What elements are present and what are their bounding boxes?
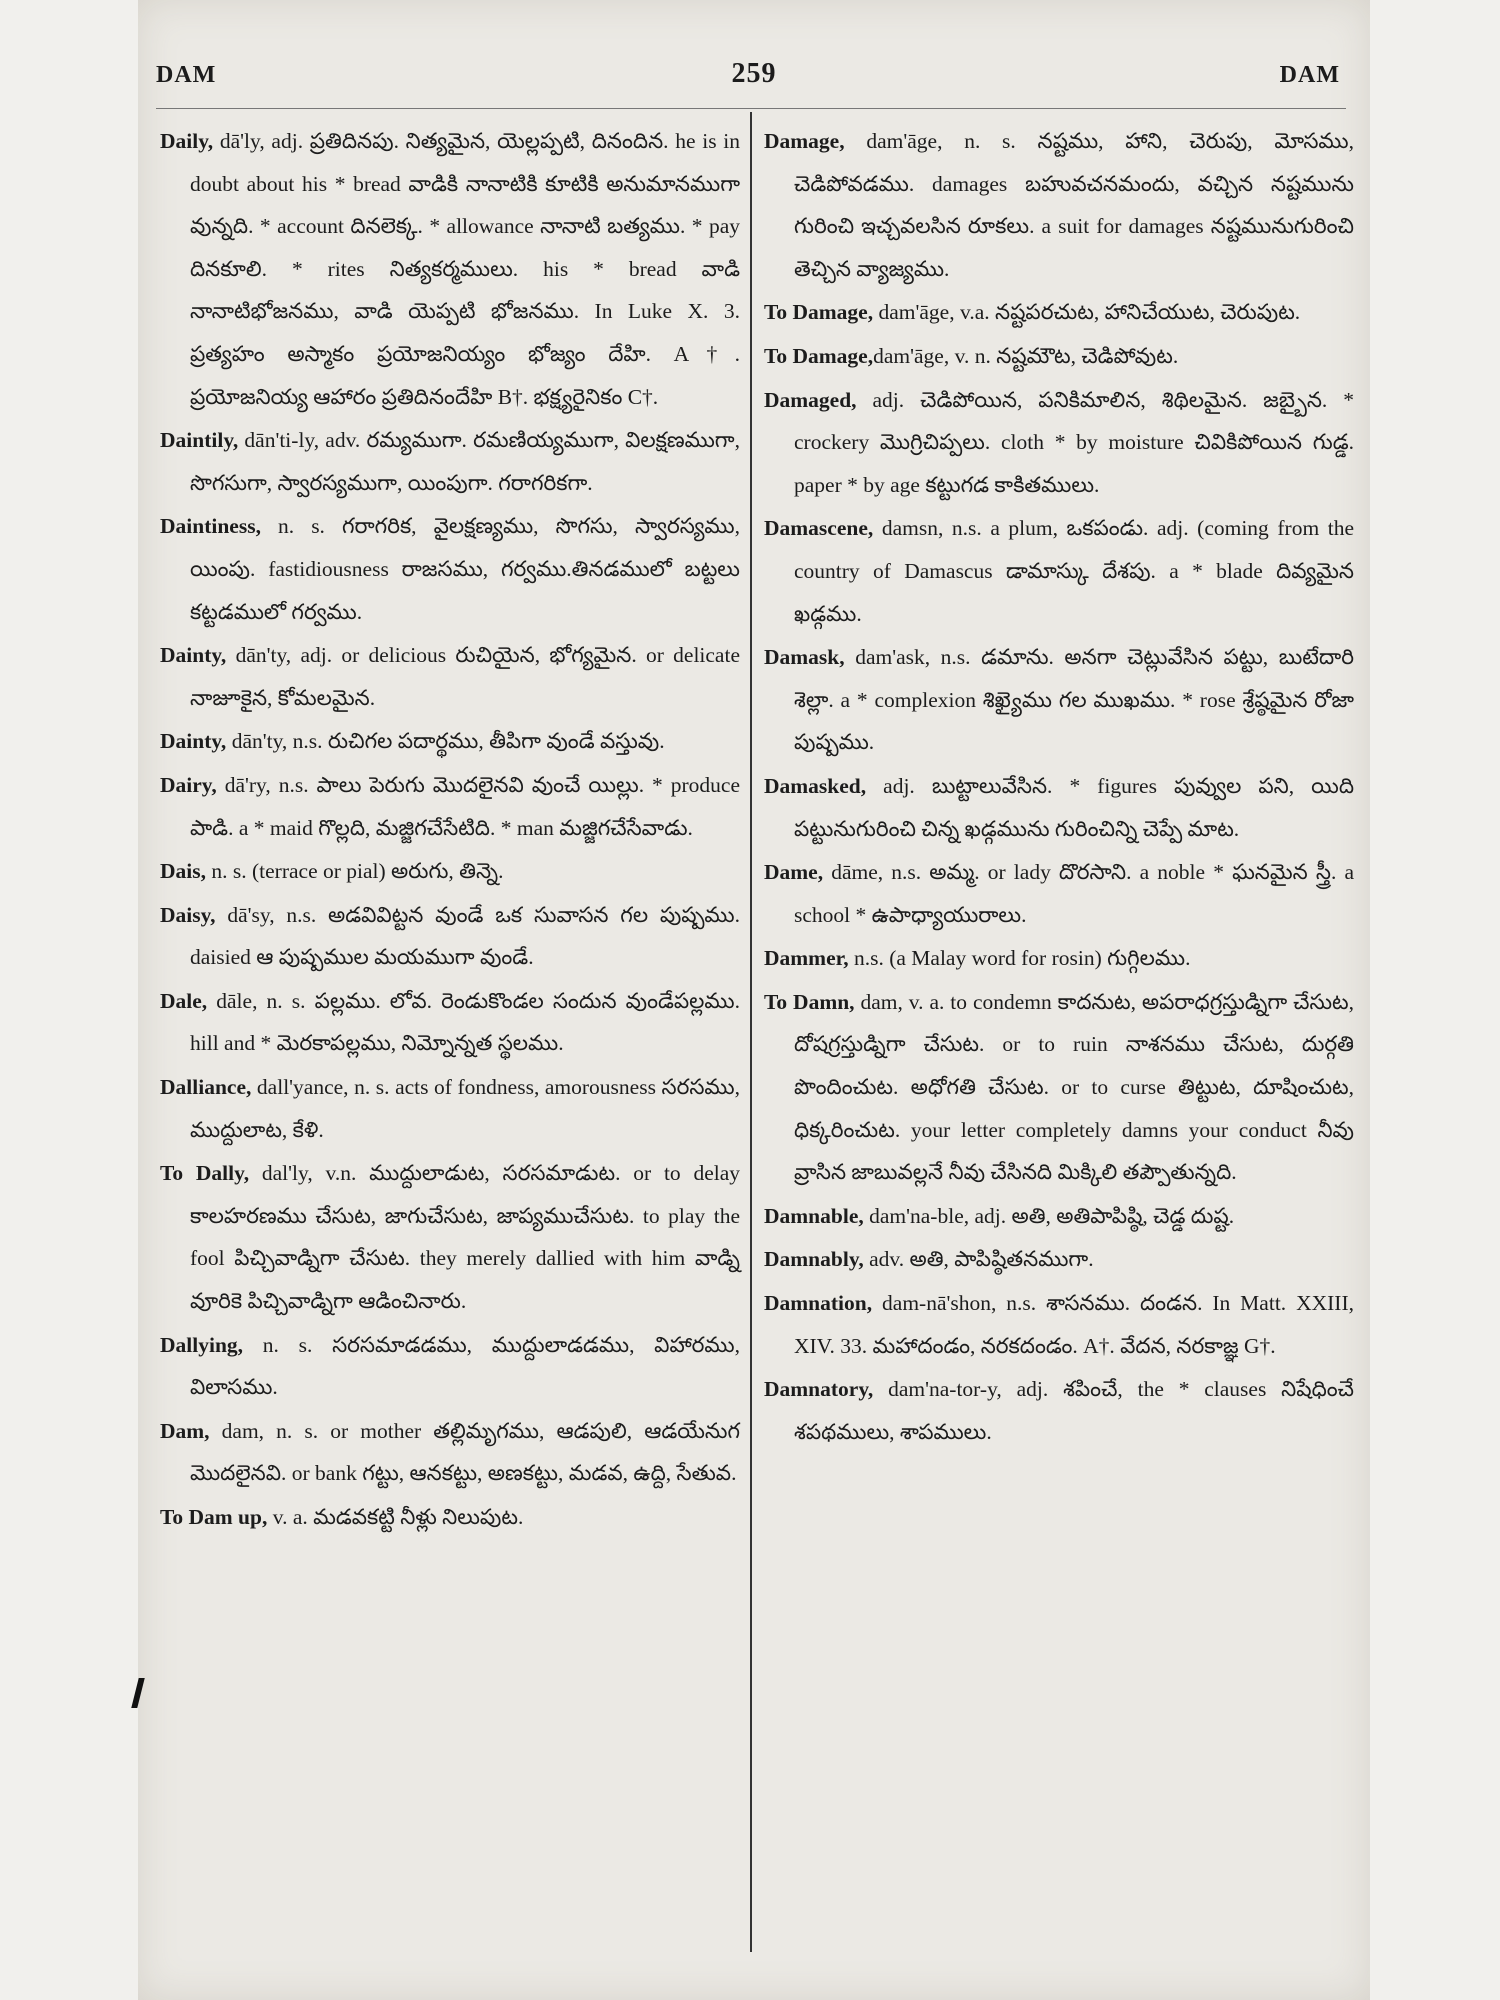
entry-definition: dān'ti-ly, adv. రమ్యముగా. రమణియ్యముగా, విలక్షణముగా, సొగసుగా, స్వారస్యముగా, యింపుగా. గరాగరికగా. xyxy=(190,428,740,495)
dictionary-entry xyxy=(764,851,1354,936)
dictionary-entry xyxy=(160,1324,740,1409)
entry-definition: n.s. (a Malay word for rosin) గుగ్గిలము. xyxy=(848,946,1191,971)
right-column xyxy=(764,120,1354,1454)
entry-definition: adj. బుట్టాలువేసిన. * figures పువ్వుల పని, యిది పట్టునుగురించి చిన్న ఖడ్గమును గురించిన్ని చెప్పే మాట. xyxy=(794,773,1354,841)
entry-headword: To Damage, xyxy=(764,343,874,368)
dictionary-entry xyxy=(764,636,1354,764)
dictionary-entry xyxy=(160,505,740,633)
entry-definition: dā'ry, n.s. పాలు పెరుగు మొదలైనవి వుంచే యిల్లు. * produce పాడి. a * maid గొల్లది, మజ్జిగచేసేటిది. * man మజ్జిగచేసేవాడు. xyxy=(190,772,740,840)
dictionary-entry xyxy=(160,419,740,504)
entry-headword: Damage, xyxy=(764,129,845,153)
entry-definition: dam, v. a. to condemn కాదనుట, అపరాధగ్రస్తుడ్నిగా చేసుట, దోషగ్రస్తుడ్నిగా చేసుట. or to ruin నాశనము చేసుట, దుర్గతి పొందించుట. అధోగతి చేసుట. or to curse తిట్టుట, దూషించుట, ధిక్కరించుట. your letter completely damns your conduct నీవు వ్రాసిన జాబువల్లనే నీవు చేసినది మిక్కిలి తప్పౌతున్నది. xyxy=(794,989,1354,1185)
entry-headword: Damnably, xyxy=(764,1247,864,1272)
dictionary-entry xyxy=(160,634,740,719)
entry-headword: To Dally, xyxy=(160,1161,250,1186)
entry-definition: dam'na-tor-y, adj. శపించే, the * clauses నిషేధించే శపథములు, శాపములు. xyxy=(794,1377,1354,1444)
entry-definition: dam'āge, v. n. నష్టమౌట, చెడిపోవుట. xyxy=(873,343,1179,368)
entry-headword: Dammer, xyxy=(764,946,849,971)
entry-definition: n. s. సరసమాడడము, ముద్దులాడడము, విహారము, విలాసము. xyxy=(190,1332,740,1400)
entry-headword: Dame, xyxy=(764,860,824,885)
entry-definition: v. a. మడవకట్టి నీళ్లు నిలుపుట. xyxy=(267,1505,524,1529)
dictionary-entry xyxy=(764,1282,1354,1367)
entry-headword: Damaged, xyxy=(764,387,857,412)
entry-definition: dal'ly, v.n. ముద్దులాడుట, సరసమాడుట. or to delay కాలహరణము చేసుట, జాగుచేసుట, జాప్యముచేసుట. to play the fool పిచ్చివాడ్నిగా చేసుట. they merely dallied with him వాడ్ని వూరికె పిచ్చివాడ్నిగా ఆడించినారు. xyxy=(190,1161,741,1314)
dictionary-entry xyxy=(160,850,740,893)
entry-definition: dam'āge, v.a. నష్టపరచుట, హానిచేయుట, చెరుపుట. xyxy=(873,300,1301,325)
entry-headword: Damnable, xyxy=(764,1203,864,1228)
dictionary-entry xyxy=(160,894,740,979)
entry-headword: Damask, xyxy=(764,645,845,670)
entry-headword: Dale, xyxy=(160,988,208,1013)
entry-definition: damsn, n.s. a plum, ఒకపండు. adj. (coming from the country of Damascus డామాస్కు దేశపు. a * blade దివ్యమైన ఖడ్గము. xyxy=(794,516,1354,626)
running-head-left: DAM xyxy=(156,62,217,88)
entry-headword: Dainty, xyxy=(160,729,227,754)
dictionary-entry xyxy=(764,1238,1354,1281)
dictionary-entry xyxy=(764,120,1354,290)
entry-headword: Daily, xyxy=(160,129,214,153)
dictionary-entry xyxy=(764,1368,1354,1453)
entry-definition: dān'ty, adj. or delicious రుచియైన, భోగ్యమైన. or delicate నాజూకైన, కోమలమైన. xyxy=(190,643,740,710)
entry-definition: adv. అతి, పాపిష్ఠితనముగా. xyxy=(863,1247,1094,1272)
entry-headword: Dais, xyxy=(160,859,206,884)
dictionary-entry xyxy=(764,981,1354,1194)
dictionary-entry xyxy=(764,1195,1354,1238)
dictionary-entry xyxy=(160,120,740,418)
entry-definition: dam'na-ble, adj. అతి, అతిపాపిష్ఠి, చెడ్డ దుష్ట. xyxy=(863,1203,1235,1228)
entry-headword: Damnatory, xyxy=(764,1377,874,1402)
entry-headword: Dallying, xyxy=(160,1332,244,1357)
entry-headword: To Damage, xyxy=(764,300,874,325)
dictionary-entry xyxy=(764,335,1354,378)
entry-headword: Damasked, xyxy=(764,773,867,798)
dictionary-entry xyxy=(160,1152,740,1322)
entry-definition: n. s. గరాగరిక, వైలక్షణ్యము, సొగసు, స్వారస్యము, యింపు. fastidiousness రాజసము, గర్వము.తినడములో బట్టలు కట్టడములో గర్వము. xyxy=(190,514,740,624)
left-column xyxy=(160,120,740,1540)
entry-definition: dall'yance, n. s. acts of fondness, amorousness సరసము, ముద్దులాట, కేళి. xyxy=(190,1075,740,1142)
dictionary-entry xyxy=(160,1066,740,1151)
dictionary-entry xyxy=(160,764,740,849)
entry-definition: dān'ty, n.s. రుచిగల పదార్థము, తీపిగా వుండే వస్తువు. xyxy=(226,729,665,754)
entry-headword: To Damn, xyxy=(764,989,855,1014)
dictionary-entry xyxy=(160,720,740,763)
entry-definition: dam, n. s. or mother తల్లిమృగము, ఆడపులి, ఆడయేనుగ మొదలైనవి. or bank గట్టు, ఆనకట్టు, అణకట్టు, మడవ, ఉద్ది, సేతువ. xyxy=(190,1418,740,1486)
entry-definition: dā'ly, adj. ప్రతిదినపు. నిత్యమైన, యెల్లప్పటి, దినందిన. he is in doubt about his * bread వాడికి నానాటికి కూటికి అనుమానముగా వున్నది. * account దినలెక్క. * allowance నానాటి బత్యము. * pay దినకూలి. * rites నిత్యకర్మములు. his * bread వాడి నానాటిభోజనము, వాడి యెప్పటి భోజనము. In Luke X. 3. ప్రత్యహం అస్మాకం ప్రయోజనియ్యం భోజ్యం దేహి. A†. ప్రయోజనియ్య ఆహారం ప్రతిదినందేహి B†. భక్ష్యరైనికం C†. xyxy=(190,129,740,409)
entry-definition: dam-nā'shon, n.s. శాసనము. దండన. In Matt. XXIII, XIV. 33. మహాదండం, నరకదండం. A†. వేదన, నరకాజ్ఞ G†. xyxy=(794,1291,1354,1358)
entry-definition: n. s. (terrace or pial) అరుగు, తిన్నె. xyxy=(206,859,504,884)
entry-definition: dāle, n. s. పల్లము. లోవ. రెండుకొండల సందున వుండేపల్లము. hill and * మెరకాపల్లము, నిమ్నోన్నత స్థలము. xyxy=(190,988,740,1056)
entry-definition: dā'sy, n.s. అడవివిట్టన వుండే ఒక సువాసన గల పుష్పము. daisied ఆ పుష్పముల మయముగా వుండే. xyxy=(190,902,740,970)
entry-headword: Damascene, xyxy=(764,516,874,541)
entry-definition: dam'āge, n. s. నష్టము, హాని, చెరుపు, మోసము, చెడిపోవడము. damages బహువచనమందు, వచ్చిన నష్టమును గురించి ఇచ్చవలసిన రూకలు. a suit for damages నష్టమునుగురించి తెచ్చిన వ్యాజ్యము. xyxy=(794,129,1354,281)
header-rule xyxy=(156,108,1346,109)
entry-headword: Daintily, xyxy=(160,428,239,453)
dictionary-entry xyxy=(764,379,1354,507)
dictionary-entry xyxy=(160,1410,740,1495)
entry-definition: dam'ask, n.s. డమాను. అనగా చెట్లువేసిన పట్టు, బుటేదారి శెల్లా. a * complexion శిఖ్యైము గల ముఖము. * rose శ్రేష్ఠమైన రోజా పుష్పము. xyxy=(794,645,1354,755)
dictionary-entry xyxy=(764,937,1354,980)
entry-headword: Dalliance, xyxy=(160,1075,252,1100)
entry-headword: Daisy, xyxy=(160,902,216,927)
dictionary-entry xyxy=(160,980,740,1065)
entry-headword: Damnation, xyxy=(764,1291,873,1316)
entry-headword: Dam, xyxy=(160,1418,210,1443)
running-head-right: DAM xyxy=(1279,62,1340,88)
entry-headword: Daintiness, xyxy=(160,514,261,539)
dictionary-entry xyxy=(764,507,1354,635)
dictionary-page xyxy=(138,0,1370,2000)
column-divider xyxy=(750,112,752,1952)
dictionary-entry xyxy=(160,1496,740,1539)
entry-headword: Dairy, xyxy=(160,772,217,797)
entry-headword: Dainty, xyxy=(160,643,227,668)
entry-definition: dāme, n.s. అమ్మ. or lady దొరసాని. a noble * ఘనమైన స్త్రీ. a school * ఉపాధ్యాయురాలు. xyxy=(794,860,1354,927)
entry-definition: adj. చెడిపోయిన, పనికిమాలిన, శిథిలమైన. జబ్బైన. * crockery మొగ్రిచిప్పలు. cloth * by moisture చివికిపోయిన గుడ్డ. paper * by age కట్టుగడ కాకితములు. xyxy=(794,387,1354,497)
page-number: 259 xyxy=(731,58,777,89)
entry-headword: To Dam up, xyxy=(160,1505,268,1529)
dictionary-entry xyxy=(764,765,1354,850)
dictionary-entry xyxy=(764,291,1354,334)
